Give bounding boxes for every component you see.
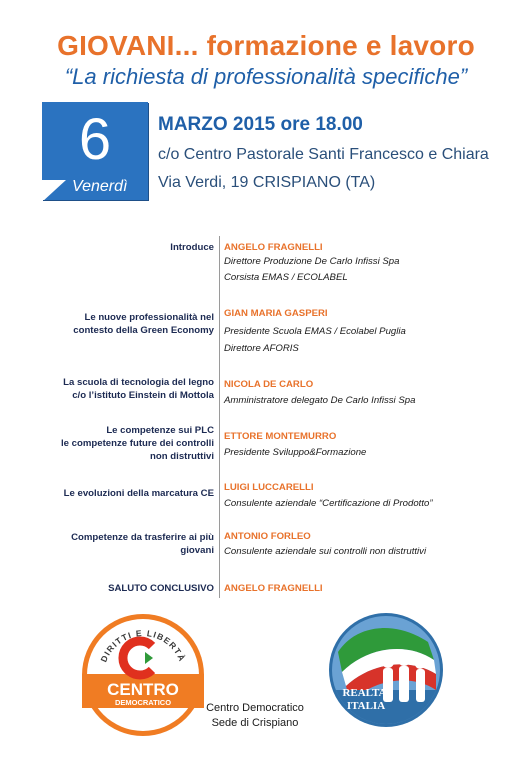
date-day: 6 [78,107,112,172]
logo-cd-sub: DEMOCRATICO [114,698,172,707]
org-name: Centro Democratico [206,702,304,714]
logo-cd-main: CENTRO [107,680,179,699]
program-divider [219,236,220,598]
logo-ri-line2: ITALIA [346,700,386,712]
program-speaker: GIAN MARIA GASPERI [224,308,328,319]
date-badge-fold [42,180,66,200]
logo-ri-line1: REALTA' [342,687,390,699]
program-topic: Competenze da trasferire ai più giovani [71,532,214,556]
program-speaker: NICOLA DE CARLO [224,379,314,390]
program-topic: La scuola di tecnologia del legno c/o l’istituto Einstein di Mottola [63,377,214,401]
program-speaker: ETTORE MONTEMURRO [224,431,337,442]
program-topic: Le nuove professionalità nel contesto della Green Economy [73,312,214,336]
program-role: Amministratore delegato De Carlo Infissi Spa [224,395,416,406]
program-speaker: ANGELO FRAGNELLI [224,242,323,253]
program-speaker: LUIGI LUCCARELLI [224,482,314,493]
flyer-subtitle: “La richiesta di professionalità specifiche” [64,64,468,89]
event-venue: c/o Centro Pastorale Santi Francesco e Chiara [158,146,489,163]
program-role: Direttore Produzione De Carlo Infissi Spa [224,256,400,267]
program-speaker: ANGELO FRAGNELLI [224,583,323,594]
program-topic: SALUTO CONCLUSIVO [108,583,214,594]
program-role: Consulente aziendale “Certificazione di Prodotto” [224,498,433,509]
program-role: Corsista EMAS / ECOLABEL [224,272,348,283]
event-date-time: MARZO 2015 ore 18.00 [158,114,363,135]
program-topic: Introduce [170,242,214,253]
program-topic: Le evoluzioni della marcatura CE [63,488,214,499]
org-sede: Sede di Crispiano [211,717,299,729]
date-weekday: Venerdì [72,178,128,195]
program-speaker: ANTONIO FORLEO [224,531,311,542]
event-address: Via Verdi, 19 CRISPIANO (TA) [158,174,376,191]
realta-italia-logo [328,612,444,728]
date-badge [42,102,148,200]
program-role: Direttore AFORIS [224,343,299,354]
program-topic: Le competenze sui PLC le competenze future dei controlli non distruttivi [61,425,214,462]
program-role: Consulente aziendale sui controlli non distruttivi [224,546,427,557]
svg-text:DIRITTI E LIBERTÀ: DIRITTI E LIBERTÀ [98,627,188,664]
program-role: Presidente Sviluppo&Formazione [224,447,367,458]
program-role: Presidente Scuola EMAS / Ecolabel Puglia [224,326,406,337]
flyer-title: GIOVANI... formazione e lavoro [57,30,475,61]
